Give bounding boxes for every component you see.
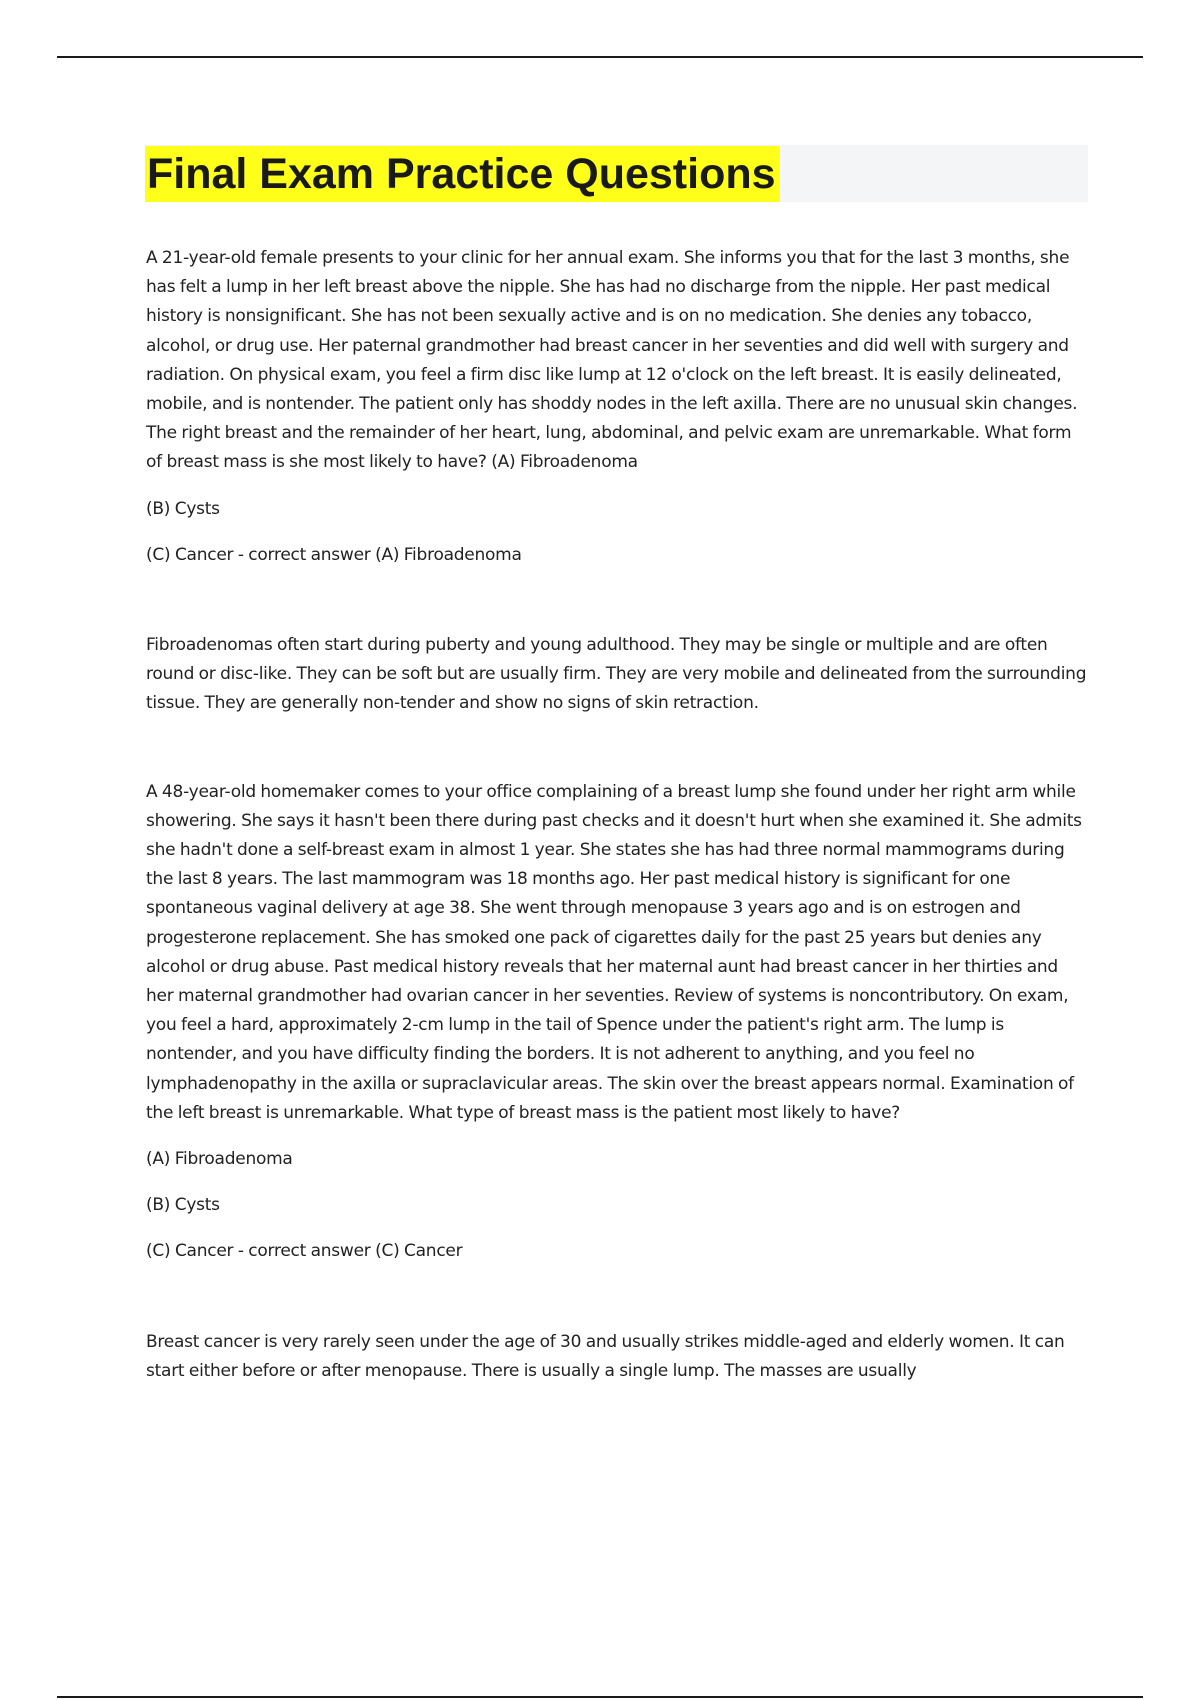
question-1-explanation: Fibroadenomas often start during puberty and young adulthood. They may be single or multiple and are often round or disc-like. They can be soft but are usually firm. They are very mobile and delineated from the surrounding tissue. They are generally non-tender and show no signs of skin retraction. [146, 635, 1087, 714]
document-title: Final Exam Practice Questions [145, 146, 780, 202]
question-1-option-b: (B) Cysts [146, 498, 220, 519]
question-1-stem: A 21-year-old female presents to your clinic for her annual exam. She informs you that for the last 3 months, she has felt a lump in her left breast above the nipple. She has had no discharge from the nipple. Her past medical history is nonsignificant. She has not been sexually active and is on no medication. She denies any tobacco, alcohol, or drug use. Her paternal grandmother had breast cancer in her seventies and did well with surgery and radiation. On physical exam, you feel a firm disc like lump at 12 o'clock on the left breast. It is easily delineated, mobile, and is nontender. The patient only has shoddy nodes in the left axilla. There are no unusual skin changes. The right breast and the remainder of her heart, lung, abdominal, and pelvic exam are unremarkable. What form of breast mass is she most likely to have? (A) Fibroadenoma [146, 248, 1078, 473]
question-2-option-c-answer: (C) Cancer - correct answer (C) Cancer [146, 1241, 463, 1262]
question-2-explanation: Breast cancer is very rarely seen under the age of 30 and usually strikes middle-aged and elderly women. It can start either before or after menopause. There is usually a single lump. The masses are usually [146, 1331, 1065, 1381]
top-rule [57, 56, 1143, 58]
question-2-option-a: (A) Fibroadenoma [146, 1149, 293, 1170]
question-2-stem: A 48-year-old homemaker comes to your office complaining of a breast lump she found under her right arm while showering. She says it hasn't been there during past checks and it doesn't hurt when she examined it. She admits she hadn't done a self-breast exam in almost 1 year. She states she has had three normal mammograms during the last 8 years. The last mammogram was 18 months ago. Her past medical history is significant for one spontaneous vaginal delivery at age 38. She went through menopause 3 years ago and is on estrogen and progesterone replacement. She has smoked one pack of cigarettes daily for the past 25 years but denies any alcohol or drug abuse. Past medical history reveals that her maternal aunt had breast cancer in her thirties and her maternal grandmother had ovarian cancer in her seventies. Review of systems is noncontributory. On exam, you feel a hard, approximately 2-cm lump in the tail of Spence under the patient's right arm. The lump is nontender, and you have difficulty finding the borders. It is not adherent to anything, and you feel no lymphadenopathy in the axilla or supraclavicular areas. The skin over the breast appears normal. Examination of the left breast is unremarkable. What type of breast mass is the patient most likely to have? [146, 781, 1082, 1123]
document-body [146, 244, 1088, 1386]
question-1-option-c-answer: (C) Cancer - correct answer (A) Fibroadenoma [146, 544, 522, 565]
question-2-option-b: (B) Cysts [146, 1195, 220, 1216]
bottom-rule [57, 1696, 1143, 1698]
